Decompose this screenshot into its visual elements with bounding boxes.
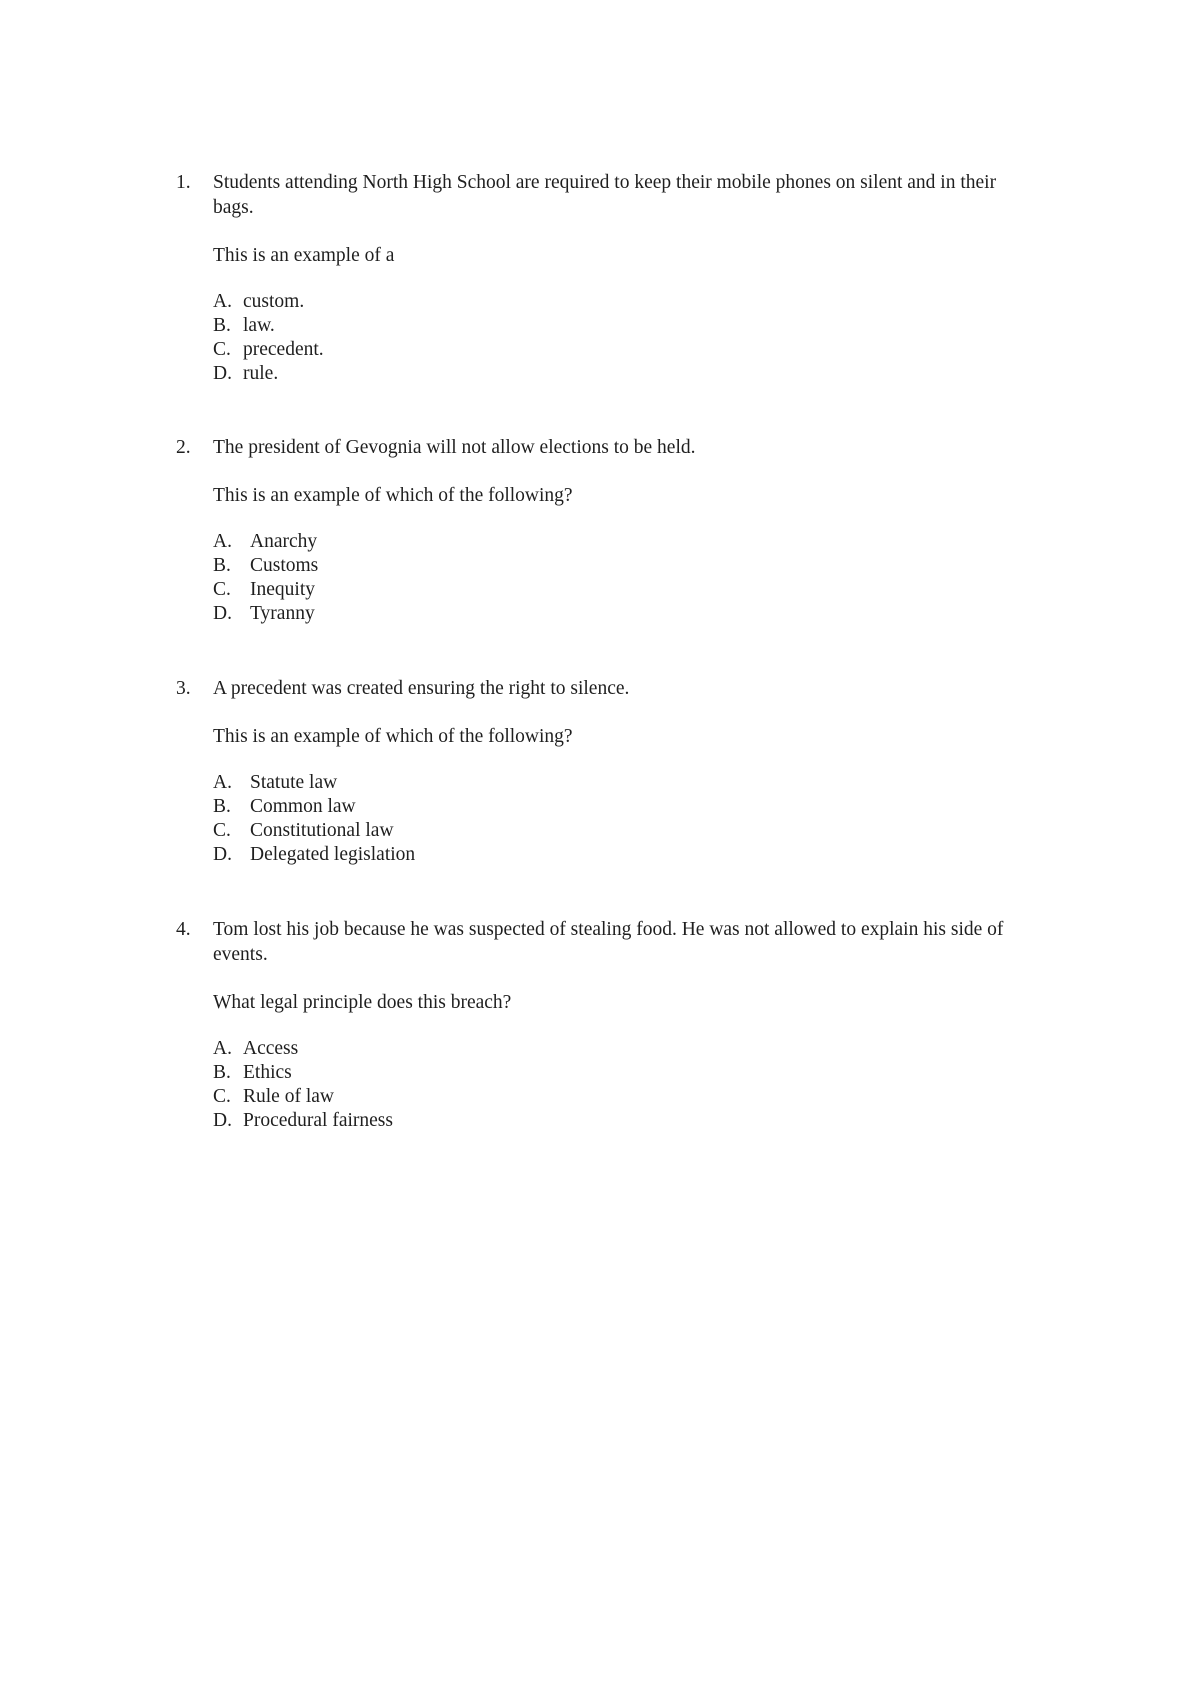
option-d [213, 1109, 1016, 1133]
question-header [176, 435, 1016, 460]
option-letter: B. [213, 555, 231, 576]
option-letter: C. [213, 339, 231, 360]
question-header [176, 676, 1016, 701]
option-d [213, 362, 1016, 386]
question-prompt: This is an example of which of the following? [213, 726, 573, 747]
option-letter: A. [213, 291, 232, 312]
option-text: Access [243, 1038, 299, 1059]
question-prompt: This is an example of which of the following? [213, 485, 573, 506]
option-b [213, 554, 1016, 578]
question-number: 2. [176, 437, 191, 458]
option-b [213, 1061, 1016, 1085]
option-letter: D. [213, 1110, 232, 1131]
option-a [213, 290, 1016, 314]
answer-options [213, 771, 1016, 867]
option-text: law. [243, 315, 275, 336]
option-text: Customs [250, 555, 319, 576]
question-header [176, 170, 1016, 220]
option-text: Common law [250, 796, 356, 817]
option-text: Anarchy [250, 531, 318, 552]
option-letter: C. [213, 820, 231, 841]
option-text: rule. [243, 363, 279, 384]
question-3 [176, 676, 1016, 867]
option-letter: D. [213, 844, 232, 865]
option-letter: A. [213, 1038, 232, 1059]
question-number: 1. [176, 172, 191, 193]
question-stem: Tom lost his job because he was suspected of stealing food. He was not allowed to explain his side of events. [213, 919, 1004, 965]
option-a [213, 530, 1016, 554]
option-letter: D. [213, 603, 232, 624]
option-d [213, 843, 1016, 867]
question-stem: A precedent was created ensuring the right to silence. [213, 678, 630, 699]
option-text: custom. [243, 291, 305, 312]
option-c [213, 578, 1016, 602]
option-letter: B. [213, 1062, 231, 1083]
option-text: Statute law [250, 772, 338, 793]
option-b [213, 795, 1016, 819]
option-text: Rule of law [243, 1086, 334, 1107]
answer-options [213, 1037, 1016, 1133]
question-stem: The president of Gevognia will not allow elections to be held. [213, 437, 696, 458]
question-number: 3. [176, 678, 191, 699]
option-letter: D. [213, 363, 232, 384]
question-number: 4. [176, 919, 191, 940]
question-header [176, 917, 1016, 967]
question-1 [176, 170, 1016, 386]
option-letter: A. [213, 772, 232, 793]
option-letter: B. [213, 796, 231, 817]
option-d [213, 602, 1016, 626]
question-prompt: What legal principle does this breach? [213, 992, 512, 1013]
option-letter: A. [213, 531, 232, 552]
answer-options [213, 530, 1016, 626]
option-a [213, 1037, 1016, 1061]
question-prompt: This is an example of a [213, 245, 395, 266]
option-c [213, 338, 1016, 362]
option-letter: C. [213, 579, 231, 600]
option-c [213, 1085, 1016, 1109]
question-2 [176, 435, 1016, 626]
option-text: Tyranny [250, 603, 315, 624]
question-4 [176, 917, 1016, 1133]
option-text: precedent. [243, 339, 324, 360]
option-letter: C. [213, 1086, 231, 1107]
question-stem: Students attending North High School are required to keep their mobile phones on silent and in their bags. [213, 172, 997, 218]
option-text: Procedural fairness [243, 1110, 393, 1131]
option-text: Constitutional law [250, 820, 394, 841]
option-text: Ethics [243, 1062, 292, 1083]
option-letter: B. [213, 315, 231, 336]
answer-options [213, 290, 1016, 386]
option-a [213, 771, 1016, 795]
option-c [213, 819, 1016, 843]
option-b [213, 314, 1016, 338]
option-text: Inequity [250, 579, 315, 600]
option-text: Delegated legislation [250, 844, 416, 865]
